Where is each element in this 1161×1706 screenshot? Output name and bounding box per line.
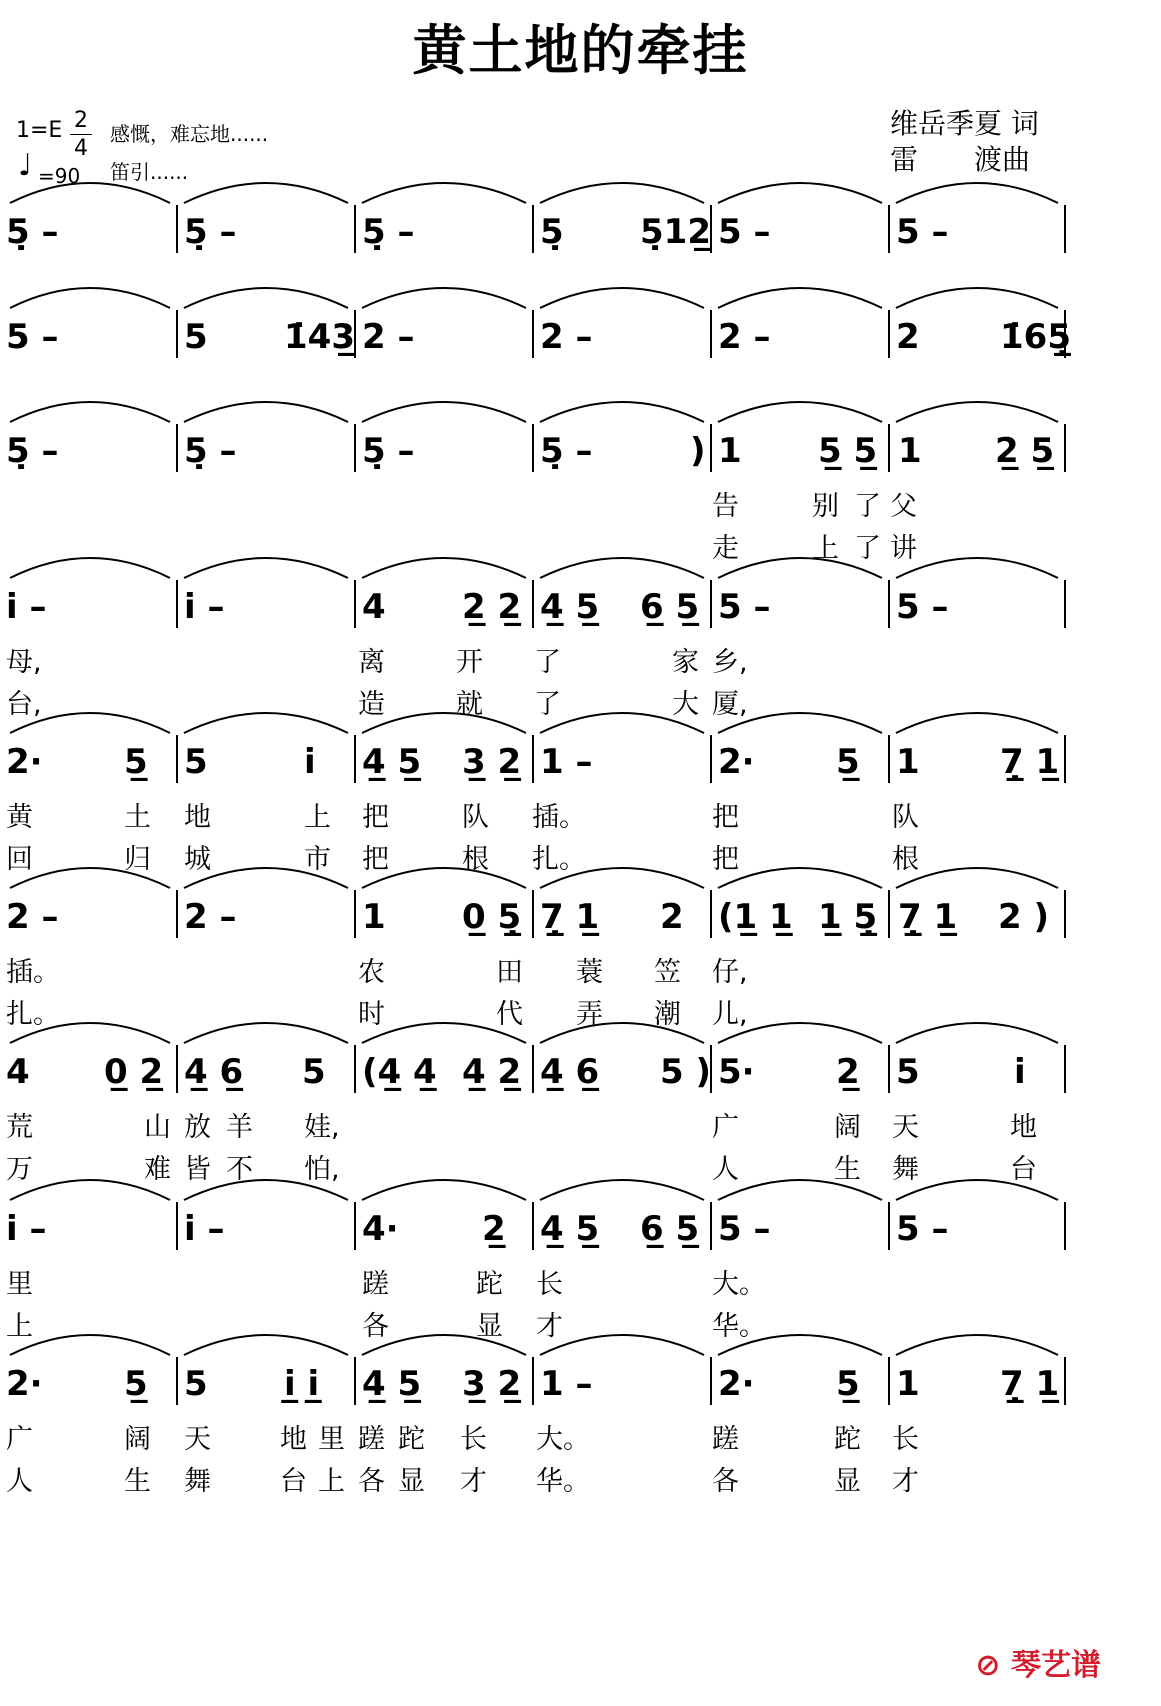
lyric-syllable: 广 [6, 1424, 33, 1455]
note: 0̲ 2̲ [104, 1052, 164, 1092]
bar-line [710, 310, 712, 358]
slur-arc [362, 558, 526, 578]
slur-arc [540, 1180, 704, 1200]
lyric-syllable: 告 [712, 491, 739, 522]
bar-line [354, 580, 356, 628]
note: 4̲ 2̲ [462, 1052, 522, 1092]
note: 2· [718, 742, 755, 782]
lyric-syllable: 根 [462, 844, 489, 875]
lyric-syllable: 把 [712, 802, 739, 833]
note: 4̲ 5̲ [362, 742, 422, 782]
bar-line [888, 205, 890, 253]
lyric-syllable: 乡, [712, 647, 748, 678]
lyric-syllable: 各 [712, 1466, 739, 1497]
lyric-syllable: 归 [124, 844, 151, 875]
note: i – [6, 1209, 47, 1249]
lyric-syllable: 别 [812, 491, 839, 522]
note: i – [184, 587, 225, 627]
note: 1 [898, 431, 922, 471]
lyric-syllable: 蹉 [362, 1269, 389, 1300]
note: 5 – [718, 1209, 771, 1249]
lyric-syllable: 各 [358, 1466, 385, 1497]
lyric-syllable: 了 [534, 689, 561, 720]
expression-marking: 感慨，难忘地...... [110, 122, 269, 146]
bar-line [710, 424, 712, 472]
note: 5̣ [540, 212, 564, 252]
bar-line [710, 890, 712, 938]
lyric-syllable: 天 [184, 1424, 211, 1455]
note: 4̲ 5̲ [362, 1364, 422, 1404]
lyric-syllable: 里 [318, 1424, 345, 1455]
lyric-syllable: 广 [712, 1112, 739, 1143]
bar-line [176, 1045, 178, 1093]
lyric-syllable: 台, [6, 689, 42, 720]
note: 5 – [896, 212, 949, 252]
lyric-syllable: 人 [712, 1154, 739, 1185]
bar-line [1064, 735, 1066, 783]
lyric-syllable: 显 [398, 1466, 425, 1497]
bar-line [1064, 424, 1066, 472]
bar-line [532, 1045, 534, 1093]
bar-line [1064, 1045, 1066, 1093]
lyric-syllable: 地 [280, 1424, 307, 1455]
bar-line [354, 735, 356, 783]
note: 5̲ [836, 1364, 860, 1404]
lyric-syllable: 儿, [712, 999, 748, 1030]
note: 1̇43̲ [284, 317, 355, 357]
lyric-syllable: 把 [362, 844, 389, 875]
lyric-syllable: 跎 [834, 1424, 861, 1455]
lyric-syllable: 才 [536, 1311, 563, 1342]
note: 5 – [896, 1209, 949, 1249]
note: 2̲ 5̲ [995, 431, 1055, 471]
bar-line [1064, 580, 1066, 628]
note: 1 [896, 1364, 920, 1404]
note: 1 [362, 897, 386, 937]
bar-line [888, 735, 890, 783]
lyric-syllable: 大。 [712, 1269, 766, 1300]
slur-arc [362, 1180, 526, 1200]
lyric-syllable: 羊 [226, 1112, 253, 1143]
lyric-syllable: 把 [712, 844, 739, 875]
note: 5̲ 5̲ [818, 431, 878, 471]
lyric-syllable: 才 [892, 1466, 919, 1497]
bar-line [176, 205, 178, 253]
lyric-syllable: 把 [362, 802, 389, 833]
note: 4̲ 5̲ [540, 587, 600, 627]
lyric-syllable: 了 [534, 647, 561, 678]
note: 4̲ 6̲ [540, 1052, 600, 1092]
lyric-syllable: 人 [6, 1466, 33, 1497]
note: 2 [660, 897, 684, 937]
bar-line [1064, 205, 1066, 253]
lyric-syllable: 阔 [124, 1424, 151, 1455]
bar-line [1064, 890, 1066, 938]
lyric-syllable: 显 [834, 1466, 861, 1497]
note: 5̲ [836, 742, 860, 782]
note: 4̲ 6̲ [184, 1052, 244, 1092]
lyric-syllable: 插。 [532, 802, 586, 833]
note: 2 – [540, 317, 593, 357]
lyric-syllable: 皆 [184, 1154, 211, 1185]
lyric-syllable: 山 [144, 1112, 171, 1143]
bar-line [176, 310, 178, 358]
note: 5̣ – [184, 212, 237, 252]
lyric-syllable: 讲 [890, 533, 917, 564]
slur-arc [540, 1335, 704, 1355]
lyric-syllable: 土 [124, 802, 151, 833]
note: 1 – [540, 742, 593, 782]
bar-line [354, 205, 356, 253]
bar-line [1064, 1357, 1066, 1405]
lyric-syllable: 笠 [654, 957, 681, 988]
slur-arc [896, 558, 1058, 578]
lyric-syllable: 就 [456, 689, 483, 720]
site-logo: ⊘ 琴艺谱 [975, 1648, 1101, 1683]
lyric-syllable: 扎。 [532, 844, 586, 875]
slur-arc [718, 402, 882, 422]
lyric-syllable: 田 [496, 957, 523, 988]
lyric-syllable: 上 [812, 533, 839, 564]
note: 5̣ – [362, 212, 415, 252]
note: 5̣ – [6, 431, 59, 471]
slur-arc [184, 183, 348, 203]
lyric-syllable: 荒 [6, 1112, 33, 1143]
lyric-syllable: 大 [672, 689, 699, 720]
note: i̲ i̲ [284, 1364, 320, 1404]
bar-line [532, 1202, 534, 1250]
lyric-syllable: 长 [536, 1269, 563, 1300]
lyric-syllable: 母, [6, 647, 42, 678]
note: 5̣12̲ [640, 212, 711, 252]
slur-arc [540, 288, 704, 308]
bar-line [532, 310, 534, 358]
slur-arc [184, 558, 348, 578]
bar-line [532, 580, 534, 628]
quarter-note-icon: ♩ [18, 148, 33, 183]
slur-arc [362, 183, 526, 203]
slur-arc [10, 1335, 170, 1355]
note: 2· [6, 1364, 43, 1404]
bar-line [710, 735, 712, 783]
note: ) [690, 431, 706, 471]
bar-line [176, 735, 178, 783]
note: 7̲̣ 1̲ [540, 897, 600, 937]
slur-arc [896, 868, 1058, 888]
note: 5̣ – [184, 431, 237, 471]
lyric-syllable: 厦, [712, 689, 748, 720]
lyric-syllable: 根 [892, 844, 919, 875]
note: 2 – [184, 897, 237, 937]
bar-line [888, 424, 890, 472]
note: 6̲ 5̲ [640, 587, 700, 627]
slur-arc [896, 288, 1058, 308]
lyric-syllable: 蓑 [576, 957, 603, 988]
slur-arc [896, 183, 1058, 203]
note: 0̲ 5̲̣ [462, 897, 522, 937]
slur-arc [362, 402, 526, 422]
lyric-syllable: 怕, [304, 1154, 340, 1185]
lyric-syllable: 舞 [892, 1154, 919, 1185]
lyric-syllable: 跎 [476, 1269, 503, 1300]
note: i [1014, 1052, 1026, 1092]
note: i – [184, 1209, 225, 1249]
slur-arc [184, 288, 348, 308]
note: 2 – [718, 317, 771, 357]
bar-line [888, 1045, 890, 1093]
slur-arc [718, 288, 882, 308]
note: 5 [184, 317, 208, 357]
time-signature-bottom: 4 [74, 136, 88, 161]
lyric-syllable: 台 [1010, 1154, 1037, 1185]
note: 5· [718, 1052, 755, 1092]
lyric-syllable: 市 [304, 844, 331, 875]
note: 5 – [6, 317, 59, 357]
bar-line [710, 1202, 712, 1250]
lyric-syllable: 上 [6, 1311, 33, 1342]
bar-line [888, 310, 890, 358]
lyric-syllable: 各 [362, 1311, 389, 1342]
intro-marking: 笛引...... [110, 160, 189, 184]
note: i [304, 742, 316, 782]
lyric-syllable: 黄 [6, 802, 33, 833]
lyric-syllable: 离 [358, 647, 385, 678]
lyric-syllable: 回 [6, 844, 33, 875]
lyric-syllable: 时 [358, 999, 385, 1030]
slur-arc [540, 558, 704, 578]
lyricist-credit: 维岳季夏 词 [890, 107, 1039, 140]
slur-arc [896, 1335, 1058, 1355]
slur-arc [540, 183, 704, 203]
bar-line [888, 580, 890, 628]
lyric-syllable: 插。 [6, 957, 60, 988]
note: 5̣ – [6, 212, 59, 252]
bar-line [176, 580, 178, 628]
bar-line [532, 1357, 534, 1405]
note: 1 [896, 742, 920, 782]
lyric-syllable: 上 [318, 1466, 345, 1497]
lyric-syllable: 潮 [654, 999, 681, 1030]
note: 2 – [362, 317, 415, 357]
bar-line [710, 1357, 712, 1405]
lyric-syllable: 走 [712, 533, 739, 564]
note: i – [6, 587, 47, 627]
slur-arc [10, 402, 170, 422]
bar-line [354, 1202, 356, 1250]
note: 4· [362, 1209, 399, 1249]
tempo-marking: =90 [38, 164, 81, 188]
bar-line [1064, 1202, 1066, 1250]
note: 3̲ 2̲ [462, 742, 522, 782]
bar-line [888, 1202, 890, 1250]
slur-arc [896, 1023, 1058, 1043]
lyric-syllable: 生 [124, 1466, 151, 1497]
note: 5 [184, 1364, 208, 1404]
lyric-syllable: 蹉 [358, 1424, 385, 1455]
lyric-syllable: 才 [460, 1466, 487, 1497]
note: 7̲̣ 1̲ [1000, 1364, 1060, 1404]
slur-arc [10, 558, 170, 578]
bar-line [176, 890, 178, 938]
slur-arc [362, 288, 526, 308]
lyric-syllable: 家 [672, 647, 699, 678]
bar-line [532, 735, 534, 783]
lyric-syllable: 父 [890, 491, 917, 522]
lyric-syllable: 队 [892, 802, 919, 833]
slur-arc [540, 402, 704, 422]
lyric-syllable: 代 [496, 999, 523, 1030]
bar-line [888, 890, 890, 938]
note: 5 [184, 742, 208, 782]
lyric-syllable: 不 [226, 1154, 253, 1185]
lyric-syllable: 舞 [184, 1466, 211, 1497]
bar-line [176, 424, 178, 472]
note: 1 – [540, 1364, 593, 1404]
bar-line [354, 1045, 356, 1093]
lyric-syllable: 台 [280, 1466, 307, 1497]
lyric-syllable: 造 [358, 689, 385, 720]
lyric-syllable: 生 [834, 1154, 861, 1185]
lyric-syllable: 地 [184, 802, 211, 833]
lyric-syllable: 农 [358, 957, 385, 988]
note: 5̲ [124, 742, 148, 782]
lyric-syllable: 地 [1010, 1112, 1037, 1143]
lyric-syllable: 大。 [536, 1424, 590, 1455]
note: 4̲ 5̲ [540, 1209, 600, 1249]
lyric-syllable: 了 [854, 533, 881, 564]
slur-arc [896, 713, 1058, 733]
note: (1̲ 1̲ [718, 897, 793, 937]
bar-line [710, 580, 712, 628]
slur-arc [10, 288, 170, 308]
lyric-syllable: 仔, [712, 957, 748, 988]
bar-line [888, 1357, 890, 1405]
lyric-syllable: 华。 [536, 1466, 590, 1497]
lyric-syllable: 扎。 [6, 999, 60, 1030]
note: 1̇65̲̣ [1000, 317, 1071, 357]
lyric-syllable: 队 [462, 802, 489, 833]
note: (4̲ 4̲ [362, 1052, 437, 1092]
key-signature: 1=E [16, 118, 63, 143]
lyric-syllable: 阔 [834, 1112, 861, 1143]
note: 5 [896, 1052, 920, 1092]
note: 5̣ – [540, 431, 593, 471]
note: 5 ) [660, 1052, 712, 1092]
note: 3̲ 2̲ [462, 1364, 522, 1404]
slur-arc [362, 713, 526, 733]
bar-line [532, 890, 534, 938]
bar-line [176, 1202, 178, 1250]
note: 2 ) [998, 897, 1050, 937]
note: 4 [6, 1052, 30, 1092]
note: 2̲ [836, 1052, 860, 1092]
note: 5̣ – [362, 431, 415, 471]
bar-line [532, 205, 534, 253]
lyric-syllable: 万 [6, 1154, 33, 1185]
lyric-syllable: 长 [892, 1424, 919, 1455]
lyric-syllable: 弄 [576, 999, 603, 1030]
note: 2· [6, 742, 43, 782]
note: 1 [718, 431, 742, 471]
note: 5 – [718, 212, 771, 252]
note: 2̲ 2̲ [462, 587, 522, 627]
lyric-syllable: 跎 [398, 1424, 425, 1455]
lyric-syllable: 放 [184, 1112, 211, 1143]
lyric-syllable: 上 [304, 802, 331, 833]
slur-arc [184, 1023, 348, 1043]
slur-arc [184, 713, 348, 733]
slur-arc [718, 868, 882, 888]
note: 5 – [718, 587, 771, 627]
note: 2· [718, 1364, 755, 1404]
lyric-syllable: 显 [476, 1311, 503, 1342]
lyric-syllable: 蹉 [712, 1424, 739, 1455]
note: 2̲ [482, 1209, 506, 1249]
bar-line [354, 424, 356, 472]
bar-line [176, 1357, 178, 1405]
note: 7̲̣ 1̲ [898, 897, 958, 937]
composer-credit: 雷 渡曲 [890, 143, 1031, 176]
lyric-syllable: 长 [460, 1424, 487, 1455]
slur-arc [10, 183, 170, 203]
note: 2 [896, 317, 920, 357]
note: 7̲̣ 1̲ [1000, 742, 1060, 782]
lyric-syllable: 里 [6, 1269, 33, 1300]
lyric-syllable: 开 [456, 647, 483, 678]
qinyipu-logo-icon: ⊘ [975, 1648, 1011, 1683]
note: 5 [302, 1052, 326, 1092]
note: 6̲ 5̲ [640, 1209, 700, 1249]
time-signature-top: 2 [74, 108, 88, 133]
note: 1̲ 5̲̣ [818, 897, 878, 937]
note: 4 [362, 587, 386, 627]
note: 5 – [896, 587, 949, 627]
note: 5̲ [124, 1364, 148, 1404]
lyric-syllable: 了 [854, 491, 881, 522]
lyric-syllable: 娃, [304, 1112, 340, 1143]
bar-line [532, 424, 534, 472]
lyric-syllable: 城 [184, 844, 211, 875]
bar-line [354, 1357, 356, 1405]
slur-arc [184, 1335, 348, 1355]
bar-line [354, 890, 356, 938]
lyric-syllable: 天 [892, 1112, 919, 1143]
note: 2 – [6, 897, 59, 937]
lyric-syllable: 难 [144, 1154, 171, 1185]
lyric-syllable: 华。 [712, 1311, 766, 1342]
slur-arc [184, 402, 348, 422]
song-title: 黄土地的牵挂 [412, 19, 749, 82]
slur-arc [718, 183, 882, 203]
slur-arc [896, 402, 1058, 422]
